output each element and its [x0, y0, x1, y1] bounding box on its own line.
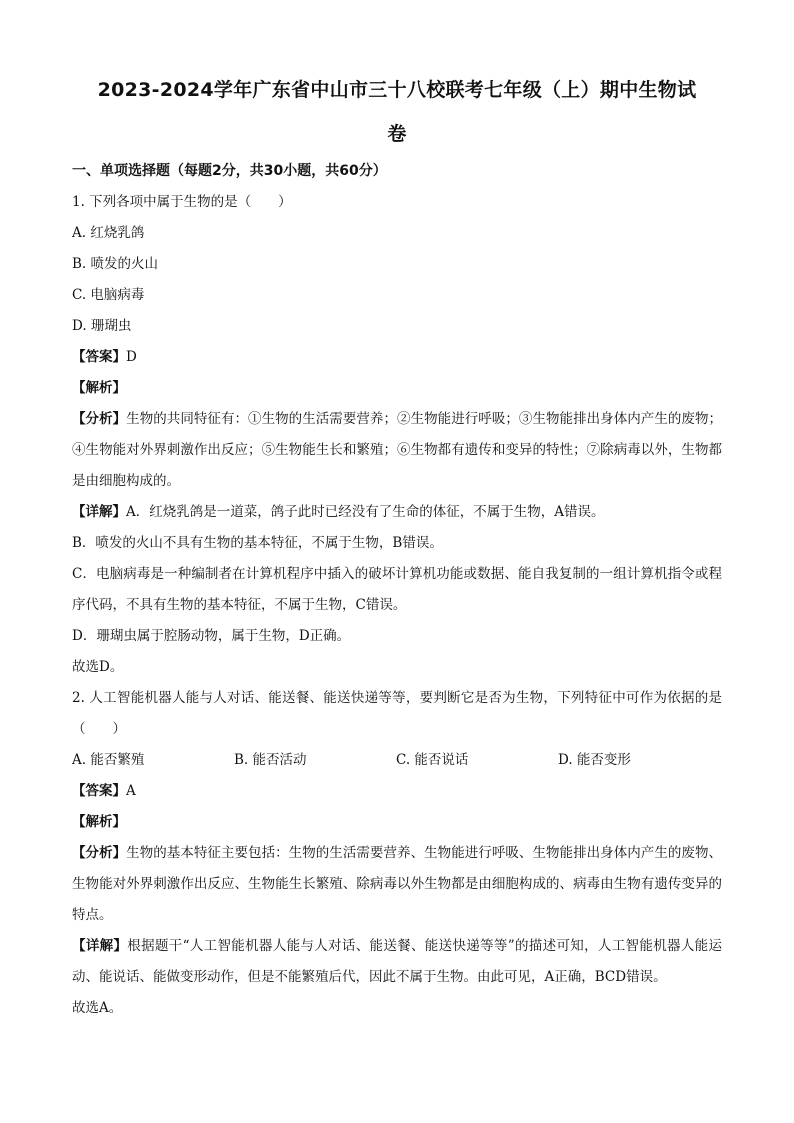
fenxi-text: 生物的共同特征有：①生物的生活需要营养；②生物能进行呼吸；③生物能排出身体内产生的废物；④生物能对外界刺激作出反应；⑤生物能生长和繁殖；⑥生物都有遗传和变异的特性；⑦除病毒以外，生物都是由细胞构成的。 — [72, 411, 723, 489]
answer-value: D — [126, 349, 137, 365]
question-1 — [72, 187, 722, 683]
title-line-2: 卷 — [387, 123, 407, 145]
xiangjie-tag: 【详解】 — [72, 504, 126, 520]
answer-value: A — [126, 783, 136, 799]
document-title — [72, 68, 722, 156]
fenxi-paragraph — [72, 404, 722, 497]
xiangjie-tag: 【详解】 — [72, 938, 128, 954]
xiangjie-c-paragraph: C．电脑病毒是一种编制者在计算机程序中插入的破坏计算机功能或数据、能自我复制的一组计算机指令或程序代码，不具有生物的基本特征，不属于生物，C错误。 — [72, 566, 722, 613]
xiangjie-a-text: A．红烧乳鸽是一道菜，鸽子此时已经没有了生命的体征，不属于生物，A错误。 — [126, 504, 605, 520]
answer-tag: 【答案】 — [72, 783, 126, 799]
options-row — [72, 745, 722, 776]
fenxi-text: 生物的基本特征主要包括：生物的生活需要营养、生物能进行呼吸、生物能排出身体内产生的废物、生物能对外界刺激作出反应、生物能生长繁殖、除病毒以外生物都是由细胞构成的、病毒由生物有遗传变异的特点。 — [72, 845, 723, 923]
option-c: C. 能否说话 — [396, 752, 469, 768]
fenxi-tag: 【分析】 — [72, 411, 127, 427]
option-b: B. 喷发的火山 — [72, 256, 159, 272]
answer-tag: 【答案】 — [72, 349, 126, 365]
option-a: A. 能否繁殖 — [72, 752, 145, 768]
xiangjie-text: 根据题干“人工智能机器人能与人对话、能送餐、能送快递等等”的描述可知，人工智能机器人能运动、能说话、能做变形动作，但是不能繁殖后代，因此不属于生物。由此可见，A正确，BCD错误。 — [72, 938, 722, 985]
question-2 — [72, 683, 722, 1024]
analysis-tag-line — [72, 373, 722, 404]
option-b: B. 能否活动 — [234, 752, 307, 768]
fenxi-paragraph — [72, 838, 722, 931]
analysis-tag: 【解析】 — [72, 380, 126, 396]
title-line-1: 2023-2024学年广东省中山市三十八校联考七年级（上）期中生物试 — [97, 79, 697, 101]
fenxi-tag: 【分析】 — [72, 845, 127, 861]
option-c: C. 电脑病毒 — [72, 287, 145, 303]
conclusion: 故选D。 — [72, 659, 124, 675]
answer-line — [72, 342, 722, 373]
analysis-tag-line — [72, 807, 722, 838]
analysis-tag: 【解析】 — [72, 814, 126, 830]
option-a: A. 红烧乳鸽 — [72, 225, 145, 241]
document-page — [72, 60, 722, 1024]
option-d: D. 珊瑚虫 — [72, 318, 132, 334]
conclusion: 故选A。 — [72, 1000, 123, 1016]
option-d: D. 能否变形 — [558, 752, 631, 768]
question-stem: 2. 人工智能机器人能与人对话、能送餐、能送快递等等，要判断它是否为生物，下列特征中可作为依据的是（ ） — [72, 690, 722, 737]
xiangjie-b-paragraph: B．喷发的火山不具有生物的基本特征，不属于生物，B错误。 — [72, 535, 443, 551]
answer-line — [72, 776, 722, 807]
section-heading: 一、单项选择题（每题2分，共30小题，共60分） — [72, 163, 387, 179]
question-stem: 1. 下列各项中属于生物的是（ ） — [72, 194, 292, 210]
xiangjie-a-paragraph — [72, 497, 722, 528]
xiangjie-d-paragraph: D．珊瑚虫属于腔肠动物，属于生物，D正确。 — [72, 628, 351, 644]
xiangjie-paragraph — [72, 931, 722, 993]
